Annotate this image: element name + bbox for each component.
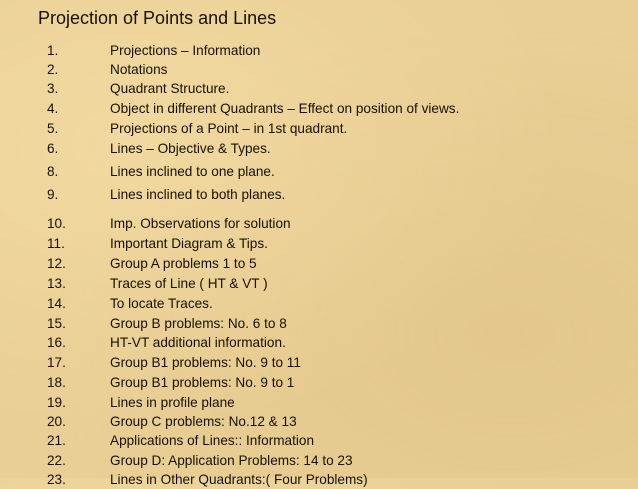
list-item[interactable] [0, 41, 638, 60]
item-number: 3. [47, 81, 59, 96]
item-text: Group D: Application Problems: 14 to 23 [110, 453, 353, 468]
item-text: Lines – Objective & Types. [110, 141, 271, 156]
list-item[interactable] [0, 60, 638, 79]
item-number: 15. [47, 316, 66, 331]
item-number: 19. [47, 395, 66, 410]
item-text: Lines inclined to both planes. [110, 187, 286, 202]
item-number: 14. [47, 296, 66, 311]
list-item[interactable] [0, 119, 638, 138]
list-item[interactable] [0, 185, 638, 204]
item-text: Lines in profile plane [110, 395, 235, 410]
item-number: 16. [47, 335, 66, 350]
item-text: Group B1 problems: No. 9 to 1 [110, 375, 295, 390]
item-number: 13. [47, 276, 66, 291]
list-item[interactable] [0, 274, 638, 293]
item-number: 8. [47, 164, 59, 179]
item-text: Quadrant Structure. [110, 81, 230, 96]
item-number: 4. [47, 101, 59, 116]
item-text: Applications of Lines:: Information [110, 433, 315, 448]
item-number: 20. [47, 414, 66, 429]
list-item[interactable] [0, 470, 638, 489]
item-text: Notations [110, 62, 168, 77]
item-text: Lines in Other Quadrants:( Four Problems) [110, 472, 368, 487]
list-item[interactable] [0, 333, 638, 352]
item-number: 21. [47, 433, 66, 448]
list-item[interactable] [0, 373, 638, 392]
item-number: 17. [47, 355, 66, 370]
item-number: 11. [47, 236, 65, 251]
item-text: Group B1 problems: No. 9 to 11 [110, 355, 301, 370]
item-text: To locate Traces. [110, 296, 213, 311]
item-number: 9. [47, 187, 59, 202]
item-number: 12. [47, 256, 66, 271]
item-number: 5. [47, 121, 59, 136]
list-item[interactable] [0, 234, 638, 253]
item-text: Group A problems 1 to 5 [110, 256, 257, 271]
item-text: Object in different Quadrants – Effect on position of views. [110, 101, 460, 116]
list-item[interactable] [0, 353, 638, 372]
item-text: Important Diagram & Tips. [110, 236, 268, 251]
list-item[interactable] [0, 451, 638, 470]
item-number: 6. [47, 141, 59, 156]
item-number: 18. [47, 375, 66, 390]
item-text: Lines inclined to one plane. [110, 164, 275, 179]
slide-title: Projection of Points and Lines [38, 8, 277, 28]
list-item[interactable] [0, 314, 638, 333]
item-text: Projections – Information [110, 43, 261, 58]
item-number: 2. [47, 62, 59, 77]
list-item[interactable] [0, 99, 638, 118]
item-text: Imp. Observations for solution [110, 216, 291, 231]
item-number: 23. [47, 472, 66, 487]
list-item[interactable] [0, 162, 638, 181]
item-text: Projections of a Point – in 1st quadrant. [110, 121, 348, 136]
item-number: 1. [47, 43, 59, 58]
list-item[interactable] [0, 139, 638, 158]
item-text: Group B problems: No. 6 to 8 [110, 316, 287, 331]
list-item[interactable] [0, 214, 638, 233]
list-item[interactable] [0, 431, 638, 450]
item-text: HT-VT additional information. [110, 335, 286, 350]
item-text: Traces of Line ( HT & VT ) [110, 276, 268, 291]
item-number: 10. [47, 216, 66, 231]
list-item[interactable] [0, 79, 638, 98]
item-number: 22. [47, 453, 66, 468]
item-text: Group C problems: No.12 & 13 [110, 414, 297, 429]
list-item[interactable] [0, 254, 638, 273]
list-item[interactable] [0, 393, 638, 412]
list-item[interactable] [0, 412, 638, 431]
list-item[interactable] [0, 294, 638, 313]
